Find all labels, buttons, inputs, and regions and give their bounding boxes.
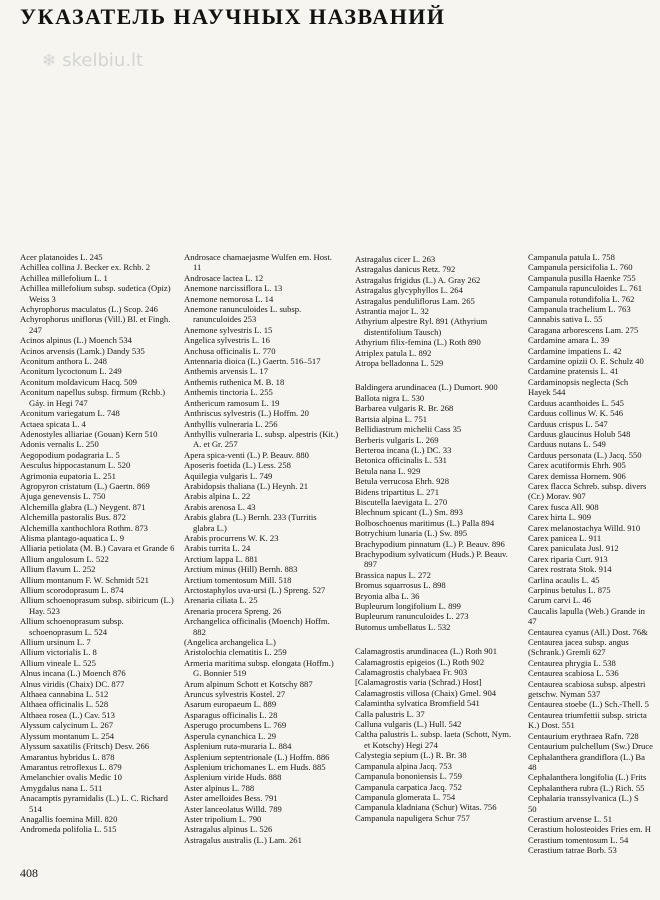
index-entry: Carex paniculata Jusl. 912 xyxy=(528,543,619,554)
index-entry: Carduus crispus L. 547 xyxy=(528,418,608,429)
index-entry: Aster tripolium L. 790 xyxy=(184,813,262,824)
index-entry: Arabis arenosa L. 43 xyxy=(184,501,256,512)
index-entry: Centaurium pulchellum (Sw.) Druce xyxy=(528,741,653,752)
index-entry: Arctium lappa L. 881 xyxy=(184,553,258,564)
watermark xyxy=(42,50,143,71)
index-entry: Anthyllis vulneraria L. subsp. alpestris (Kit.) A. et Gr. 257 xyxy=(184,428,339,450)
index-entry: Achillea collina J. Becker ex. Rchb. 2 xyxy=(20,262,151,273)
index-entry: Amarantus retroflexus L. 879 xyxy=(20,761,122,772)
index-entry: Cephalaria transsylvanica (L.) S xyxy=(528,793,639,804)
index-column-3 xyxy=(355,254,517,823)
index-entry: 50 xyxy=(528,803,537,814)
index-entry: Campanula persicifolia L. 760 xyxy=(528,262,633,273)
index-entry: Atriplex patula L. 892 xyxy=(355,347,432,358)
index-entry: Butomus umbellatus L. 532 xyxy=(355,621,451,632)
index-entry: Carex rostrata Stok. 914 xyxy=(528,564,612,575)
index-entry: Asplenium ruta-muraria L. 884 xyxy=(184,741,292,752)
index-entry: Cardamine pratensis L. 41 xyxy=(528,366,619,377)
index-entry: Campanula alpina Jacq. 753 xyxy=(355,760,452,771)
index-entry: Bupleurum ranunculoides L. 273 xyxy=(355,611,469,622)
index-entry: Asplenium trichomanes L. em Huds. 885 xyxy=(184,761,326,772)
index-entry: Alyssum montanum L. 254 xyxy=(20,730,115,741)
index-entry: Carpinus betulus L. 875 xyxy=(528,585,611,595)
index-entry: Allium vineale L. 525 xyxy=(20,657,96,668)
index-entry: Achyrophorus maculatus (L.) Scop. 246 xyxy=(20,304,158,315)
index-entry: Atropa belladonna L. 529 xyxy=(355,358,444,369)
index-entry: Astragalus australis (L.) Lam. 261 xyxy=(184,834,302,845)
index-entry: Centaurea triumfettii subsp. stricta xyxy=(528,709,647,720)
index-entry: Caltha palustris L. subsp. laeta (Schott, Nym. et Kotschy) Hegi 274 xyxy=(355,729,512,750)
index-entry: Allium victorialis L. 8 xyxy=(20,647,97,658)
index-entry: (Cr.) Morav. 907 xyxy=(528,491,586,502)
index-entry: Calla palustris L. 37 xyxy=(355,708,425,719)
index-entry: Cardamine impatiens L. 42 xyxy=(528,345,622,356)
index-entry: Ballota nigra L. 530 xyxy=(355,392,425,403)
index-entry: Arabidopsis thaliana (L.) Heynh. 21 xyxy=(184,480,309,491)
index-entry: Angelica sylvestris L. 16 xyxy=(184,335,270,346)
index-entry: Archangelica officinalis (Moench) Hoffm. 882 xyxy=(184,616,330,637)
index-entry: Amarantus hybridus L. 878 xyxy=(20,751,115,762)
index-entry: getschw. Nyman 537 xyxy=(528,689,601,700)
index-entry: Carex hirta L. 909 xyxy=(528,512,592,523)
index-entry: Allium montanum F. W. Schmidt 521 xyxy=(20,574,149,585)
index-entry: Carex flacca Schreb. subsp. divers xyxy=(528,480,647,491)
index-entry: Brassica napus L. 272 xyxy=(355,569,431,580)
index-entry: Aconitum anthora L. 248 xyxy=(20,356,107,367)
index-entry: Asplenium viride Huds. 888 xyxy=(184,772,282,783)
index-entry: Cerastium tomentosum L. 54 xyxy=(528,834,629,845)
index-entry: Anemone ranunculoides L. subsp. ranunculoides 253 xyxy=(184,304,302,325)
index-entry: (Schrank.) Gremli 627 xyxy=(528,647,606,658)
index-entry: Bryonia alba L. 36 xyxy=(355,590,420,601)
index-entry: Anacamptis pyramidalis (L.) L. C. Richard 514 xyxy=(20,793,168,814)
section-gap xyxy=(355,368,517,382)
index-entry: Achillea millefolium subsp. sudetica (Opiz) Weiss 3 xyxy=(20,283,171,304)
index-entry: Carduus glaucinus Holub 548 xyxy=(528,428,631,439)
index-entry: Centaurium erythraea Rafn. 728 xyxy=(528,730,639,741)
index-entry: Campanula kladniana (Schur) Witas. 756 xyxy=(355,802,497,813)
index-entry: Cephalanthera rubra (L.) Rich. 55 xyxy=(528,782,645,793)
index-entry: Carlina acaulis L. 45 xyxy=(528,574,600,585)
index-entry: Asparagus officinalis L. 28 xyxy=(184,709,278,720)
index-entry: Caucalis lapulla (Web.) Grande in xyxy=(528,605,645,616)
index-entry: Allium flavum L. 252 xyxy=(20,564,96,575)
index-column-2 xyxy=(184,252,339,845)
index-entry: Acer platanoides L. 245 xyxy=(20,252,103,262)
index-entry: Androsace lactea L. 12 xyxy=(184,272,264,283)
index-entry: Apera spica-venti (L.) P. Beauv. 880 xyxy=(184,449,309,460)
index-entry: Adonis vernalis L. 250 xyxy=(20,439,99,450)
index-entry: Allium scorodoprasum L. 874 xyxy=(20,585,124,595)
index-entry: Agrimonia eupatoria L. 251 xyxy=(20,470,116,481)
index-entry: Astragalus frigidus (L.) A. Gray 262 xyxy=(355,274,481,285)
index-entry: Anemone sylvestris L. 15 xyxy=(184,324,273,335)
index-entry: Campanula carpatica Jacq. 752 xyxy=(355,781,462,792)
index-entry: Anthemis tinctoria L. 255 xyxy=(184,387,273,398)
index-entry: Brachypodium sylvaticum (Huds.) P. Beauv. 897 xyxy=(355,548,508,570)
index-entry: Androsace chamaejasme Wulfen em. Host. 11 xyxy=(184,252,332,273)
index-entry: Campanula napuligera Schur 757 xyxy=(355,812,470,823)
index-entry: Calamagrostis arundinacea (L.) Roth 901 xyxy=(355,646,497,657)
index-entry: Actaea spicata L. 4 xyxy=(20,418,86,429)
index-entry: Alyssum calycinum L. 267 xyxy=(20,720,114,731)
index-entry: Carduus collinus W. K. 546 xyxy=(528,408,624,419)
index-entry: Agropyron cristatum (L.) Gaertn. 869 xyxy=(20,480,150,491)
index-entry: (Angelica archangelica L.) xyxy=(184,637,276,648)
index-entry: Caragana arborescens Lam. 275 xyxy=(528,324,639,335)
index-entry: Asplenium septentrionale (L.) Hoffm. 886 xyxy=(184,751,330,762)
index-entry: Arctium minus (Hill) Bernh. 883 xyxy=(184,564,298,575)
index-entry: Allium angulosum L. 522 xyxy=(20,553,109,564)
index-entry: Aegopodium podagraria L. 5 xyxy=(20,449,120,460)
index-entry: Anchusa officinalis L. 770 xyxy=(184,345,276,356)
index-entry: Berberis vulgaris L. 269 xyxy=(355,434,439,445)
index-entry: Allium schoenoprasum subsp. schoenoprasum L. 524 xyxy=(20,616,124,637)
index-entry: Centaurea cyanus (All.) Dost. 76& xyxy=(528,626,648,637)
index-entry: Bupleurum longifolium L. 899 xyxy=(355,601,461,611)
index-entry: Astragalus cicer L. 263 xyxy=(355,254,436,264)
index-entry: Carduus personata (L.) Jacq. 550 xyxy=(528,449,642,460)
index-entry: Calamagrostis epigeios (L.) Roth 902 xyxy=(355,656,485,667)
index-entry: Berteroa incana (L.) DC. 33 xyxy=(355,444,452,455)
index-entry: Cardaminopsis neglecta (Sch xyxy=(528,376,629,387)
index-entry: Aconitum napellus subsp. firmum (Rchb.) Gáy. in Hegi 747 xyxy=(20,387,166,408)
index-entry: Alchemilla pastoralis Bus. 872 xyxy=(20,512,126,523)
index-entry: Acinos alpinus (L.) Moench 534 xyxy=(20,335,132,346)
index-entry: Cerastium holosteoides Fries em. H xyxy=(528,824,651,835)
index-entry: Alchemilla xanthochlora Rothm. 873 xyxy=(20,522,148,533)
index-entry: Centaurea jacea subsp. angus xyxy=(528,637,629,648)
index-entry: Campanula bononiensis L. 759 xyxy=(355,771,462,782)
index-entry: 48 xyxy=(528,761,537,772)
section-gap xyxy=(355,632,517,646)
index-entry: Ajuga genevensis L. 750 xyxy=(20,491,106,502)
index-entry: Astragalus alpinus L. 526 xyxy=(184,824,273,835)
index-entry: Bellidiastrum michelii Cass 35 xyxy=(355,424,462,435)
index-entry: Anemone nemorosa L. 14 xyxy=(184,293,274,304)
index-entry: Athyrium alpestre Ryl. 891 (Athyrium distentifolium Tausch) xyxy=(355,316,488,337)
index-entry: Antennaria dioica (L.) Gaertn. 516–517 xyxy=(184,356,321,367)
index-entry: Althaea cannabina L. 512 xyxy=(20,689,109,700)
index-entry: Cardamine amara L. 39 xyxy=(528,335,610,346)
index-entry: Arenaria procera Spreng. 26 xyxy=(184,605,282,616)
index-entry: Astrantia major L. 32 xyxy=(355,306,429,317)
index-entry: Carduus nutans L. 549 xyxy=(528,439,606,450)
index-entry: Acinos arvensis (Lamk.) Dandy 535 xyxy=(20,345,145,356)
index-entry: Carum carvi L. 46 xyxy=(528,595,592,606)
index-entry: Adenostyles alliariae (Gouan) Kern 510 xyxy=(20,428,158,439)
index-entry: Anthemis arvensis L. 17 xyxy=(184,366,269,377)
index-entry: Alnus viridis (Chaix) DC. 877 xyxy=(20,678,125,689)
index-entry: Arabis alpina L. 22 xyxy=(184,491,251,502)
index-entry: Arum alpinum Schott et Kotschy 887 xyxy=(184,678,313,689)
index-entry: Aruncus sylvestris Kostel. 27 xyxy=(184,689,286,700)
index-entry: Astragalus danicus Retz. 792 xyxy=(355,264,456,275)
index-entry: Arenaria ciliata L. 25 xyxy=(184,595,258,606)
index-entry: Centaurea phrygia L. 538 xyxy=(528,657,616,668)
index-entry: Campanula pusilla Haenke 755 xyxy=(528,272,636,283)
index-column-4 xyxy=(528,252,660,856)
index-entry: Astragalus penduliflorus Lam. 265 xyxy=(355,295,475,306)
index-entry: Carduus acanthoides L. 545 xyxy=(528,397,624,408)
index-entry: Aquilegia vulgaris L. 749 xyxy=(184,470,273,481)
index-entry: Astragalus glycyphyllos L. 264 xyxy=(355,285,463,296)
index-entry: Alchemilla glabra (L.) Neygent. 871 xyxy=(20,501,146,512)
index-entry: Cerastium tatrae Borb. 53 xyxy=(528,845,617,856)
index-entry: Asarum europaeum L. 889 xyxy=(184,699,277,710)
index-entry: Asperugo procumbens L. 769 xyxy=(184,720,287,731)
index-entry: Barbarea vulgaris R. Br. 268 xyxy=(355,403,454,414)
index-entry: Althaea officinalis L. 528 xyxy=(20,699,109,710)
index-entry: Achyrophorus uniflorus (Vill.) Bl. et Fingh. 247 xyxy=(20,314,171,335)
index-entry: Aposeris foetida (L.) Less. 258 xyxy=(184,460,291,471)
index-entry: Carex melanostachya Willd. 910 xyxy=(528,522,641,533)
index-entry: Cephalanthera grandiflora (L.) Ba xyxy=(528,751,645,762)
index-entry: Althaea rosea (L.) Cav. 513 xyxy=(20,709,115,720)
index-entry: Amelanchier ovalis Medic 10 xyxy=(20,772,122,783)
index-entry: Amygdalus nana L. 511 xyxy=(20,782,103,793)
index-entry: Carex riparia Curt. 913 xyxy=(528,553,608,564)
index-entry: Aesculus hippocastanum L. 520 xyxy=(20,460,131,471)
index-entry: Alliaria petiolata (M. B.) Cavara et Grande 6 xyxy=(20,543,175,554)
index-entry: Blechnum spicant (L.) Sm. 893 xyxy=(355,507,463,518)
index-entry: Carex acutiformis Ehrh. 905 xyxy=(528,460,626,471)
index-entry: Asperula cynanchica L. 29 xyxy=(184,730,277,741)
index-entry: Carex demissa Hornem. 906 xyxy=(528,470,626,481)
index-entry: Arabis procurrens W. K. 23 xyxy=(184,532,279,543)
index-entry: Allium ursinum L. 7 xyxy=(20,637,91,648)
index-entry: Campanula patula L. 758 xyxy=(528,252,615,262)
index-entry: Betula verrucosa Ehrh. 928 xyxy=(355,476,450,487)
page-title: УКАЗАТЕЛЬ НАУЧНЫХ НАЗВАНИЙ xyxy=(20,4,446,29)
index-entry: Campanula trachelium L. 763 xyxy=(528,304,631,315)
index-entry: Centaurea stoebe (L.) Sch.-Thell. 5 xyxy=(528,699,649,710)
index-entry: Anthriscus sylvestris (L.) Hoffm. 20 xyxy=(184,408,309,419)
index-entry: 47 xyxy=(528,616,537,627)
index-entry: Cephalanthera longifolia (L.) Frits xyxy=(528,772,647,783)
index-entry: Arabis turrita L. 24 xyxy=(184,543,251,554)
index-entry: Aconitum moldavicum Hacq. 509 xyxy=(20,376,137,387)
index-entry: Calluna vulgaris (L.) Hull. 542 xyxy=(355,719,462,730)
index-entry: Brachypodium pinnatum (L.) P. Beauv. 896 xyxy=(355,538,505,549)
index-entry: Bromus squarrosus L. 898 xyxy=(355,580,446,591)
index-entry: Arctostaphylos uva-ursi (L.) Spreng. 527 xyxy=(184,585,326,595)
index-entry: Cerastium arvense L. 51 xyxy=(528,813,613,824)
snowflake-icon: ❄ xyxy=(42,51,57,71)
index-entry: Aster lanceolatus Willd. 789 xyxy=(184,803,282,814)
watermark-text: skelbiu.lt xyxy=(62,50,144,71)
index-entry: Calystegia sepium (L.) R. Br. 38 xyxy=(355,750,467,761)
index-entry: Athyrium filix-femina (L.) Roth 890 xyxy=(355,337,481,348)
index-entry: Botrychium lunaria (L.) Sw. 895 xyxy=(355,528,468,539)
index-entry: Calamintha sylvatica Bromfield 541 xyxy=(355,698,480,709)
index-entry: Bartsia alpina L. 751 xyxy=(355,413,428,424)
index-entry: Allium schoenoprasum subsp. sibiricum (L.) Hay. 523 xyxy=(20,595,174,616)
index-entry: Centaurea scabiosa subsp. alpestri xyxy=(528,678,646,689)
index-entry: Betonica officinalis L. 531 xyxy=(355,455,447,466)
index-entry: Anagallis foemina Mill. 820 xyxy=(20,813,118,824)
index-entry: Bidens tripartitus L. 271 xyxy=(355,486,440,497)
index-entry: K.) Dost. 551 xyxy=(528,720,575,731)
index-entry: Arctium tomentosum Mill. 518 xyxy=(184,574,292,585)
index-entry: Carex fusca All. 908 xyxy=(528,501,599,512)
index-entry: Alyssum saxatilis (Fritsch) Desv. 266 xyxy=(20,741,150,752)
index-entry: Arabis glabra (L.) Bernh. 233 (Turritis glabra L.) xyxy=(184,512,317,533)
index-entry: Campanula rotundifolia L. 762 xyxy=(528,293,635,304)
index-entry: Aconitum lycoctonum L. 249 xyxy=(20,366,122,377)
index-entry: Aster amelloides Bess. 791 xyxy=(184,793,278,804)
index-entry: Andromeda polifolia L. 515 xyxy=(20,824,117,835)
index-entry: Aster alpinus L. 788 xyxy=(184,782,255,793)
index-entry: Anthemis ruthenica M. B. 18 xyxy=(184,376,285,387)
index-entry: Hayek 544 xyxy=(528,387,566,398)
index-entry: Calamagrostis villosa (Chaix) Gmel. 904 xyxy=(355,687,497,698)
index-entry: Aristolochia clematitis L. 259 xyxy=(184,647,287,658)
index-entry: Cardamine opizii O. E. Schulz 40 xyxy=(528,356,644,367)
index-entry: Calamagrostis chalybaea Fr. 903 xyxy=(355,667,468,678)
index-entry: Baldingera arundinacea (L.) Dumort. 900 xyxy=(355,382,498,393)
index-entry: Anthyllis vulneraria L. 256 xyxy=(184,418,278,429)
index-entry: Campanula rapunculoides L. 761 xyxy=(528,283,643,294)
index-entry: Cannabis sativa L. 55 xyxy=(528,314,603,325)
index-entry: [Calamagrostis varia (Schrad.) Host] xyxy=(355,677,482,688)
index-entry: Campanula glomerata L. 754 xyxy=(355,791,456,802)
index-entry: Armeria maritima subsp. elongata (Hoffm.) G. Bonnier 519 xyxy=(184,657,334,679)
index-entry: Carex panicea L. 911 xyxy=(528,532,602,543)
index-entry: Anemone narcissiflora L. 13 xyxy=(184,283,283,294)
index-entry: Achillea millefolium L. 1 xyxy=(20,272,108,283)
index-column-1 xyxy=(20,252,175,835)
index-entry: Betula nana L. 929 xyxy=(355,465,421,476)
index-entry: Bolboschoenus maritimus (L.) Palla 894 xyxy=(355,517,495,528)
index-entry: Centaurea scabiosa L. 536 xyxy=(528,668,619,679)
index-entry: Alnus incana (L.) Moench 876 xyxy=(20,668,126,679)
index-entry: Alisma plantago-aquatica L. 9 xyxy=(20,532,125,543)
index-entry: Aconitum variegatum L. 748 xyxy=(20,408,120,419)
index-entry: Anthericum ramosum L. 19 xyxy=(184,397,280,408)
page-number: 408 xyxy=(20,866,38,880)
index-entry: Biscutella laevigata L. 270 xyxy=(355,496,448,507)
